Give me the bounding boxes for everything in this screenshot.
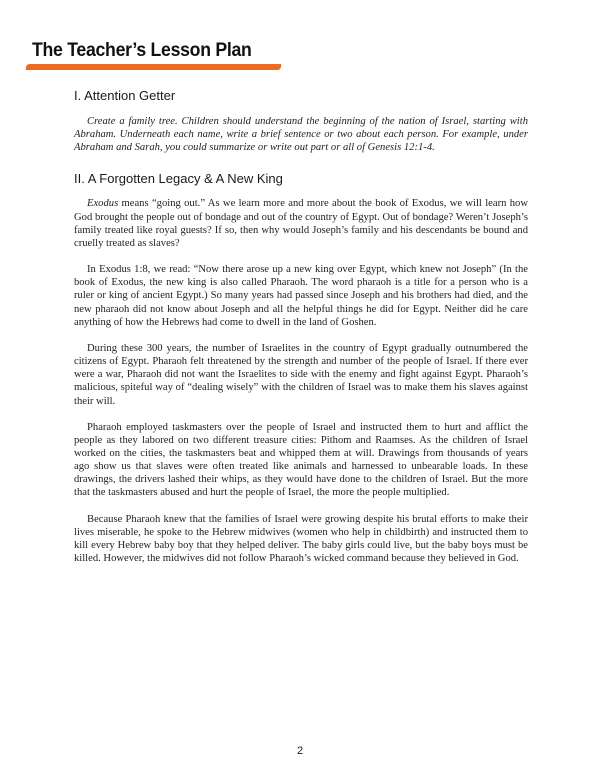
paragraph-new-king: In Exodus 1:8, we read: “Now there arose up a new king over Egypt, which knew not Joseph” (In the book of Exodus, the new king is also called Pharaoh. The word pharaoh is a title for a person who is a ruler or king of ancient Egypt.) So many years had passed since Joseph and his brothers had died, and the new pharaoh did not know about Joseph and all the helpful things he did for Egypt. Neither did he care anything of how the Hebrews had come to dwell in the land of Goshen.: [74, 264, 528, 328]
paragraph-text: means “going out.” As we learn more and more about the book of Exodus, we will learn how God brought the people out of bondage and out of the country of Egypt. Out of bondage? Weren’t Joseph’s family treated like royal guests? If so, then why would Joseph’s family and his descendants be bound and cruelly treated as slaves?: [74, 198, 528, 249]
paragraph-israelites-multiply: During these 300 years, the number of Israelites in the country of Egypt gradually outnumbered the citizens of Egypt. Pharaoh felt threatened by the strength and number of the people of Israel. If there ever were a war, Pharaoh did not want the Israelites to side with the enemy and fight against Egypt. Pharaoh’s malicious, spiteful way of “dealing wisely” with the children of Israel was to make them his slaves against their will.: [74, 342, 528, 407]
page-number: 2: [296, 745, 304, 757]
exodus-emphasis: Exodus: [87, 198, 119, 210]
lesson-content: [74, 88, 528, 565]
page-header: [32, 40, 282, 62]
activity-paragraph: Create a family tree. Children should understand the beginning of the nation of Israel, starting with Abraham. Underneath each name, write a brief sentence or two about each person. For example, under Abraham and Sarah, you could summarize or write out part or all of Genesis 12:1-4.: [74, 116, 528, 154]
paragraph-taskmasters: Pharaoh employed taskmasters over the people of Israel and instructed them to hurt and afflict the people as they labored on two different treasure cities: Pithom and Raamses. As the children of Israel worked on the cities, the taskmasters beat and whipped them at will. Drawings from thousands of years ago show us that slaves were often treated like animals and harnessed to unbearable loads. In these drawings, the drivers lashed their whips, as they would have done to the children of Israel. But the more that the taskmasters abused and hurt the people of Israel, the more the people multiplied.: [74, 421, 528, 499]
section-heading-forgotten-legacy: II. A Forgotten Legacy & A New King: [74, 171, 283, 187]
paragraph-exodus-meaning: [74, 197, 528, 250]
page-title: The Teacher’s Lesson Plan: [32, 40, 252, 61]
paragraph-midwives: Because Pharaoh knew that the families of Israel were growing despite his brutal efforts to make their lives miserable, he spoke to the Hebrew midwives (women who help in childbirth) and instructed them to kill every Hebrew baby boy that they helped deliver. The baby girls could live, but the baby boys must be killed. However, the midwives did not follow Pharaoh’s wicked command because they believed in God.: [74, 513, 528, 565]
title-underline: [26, 64, 282, 70]
section-heading-attention-getter: I. Attention Getter: [74, 88, 176, 103]
